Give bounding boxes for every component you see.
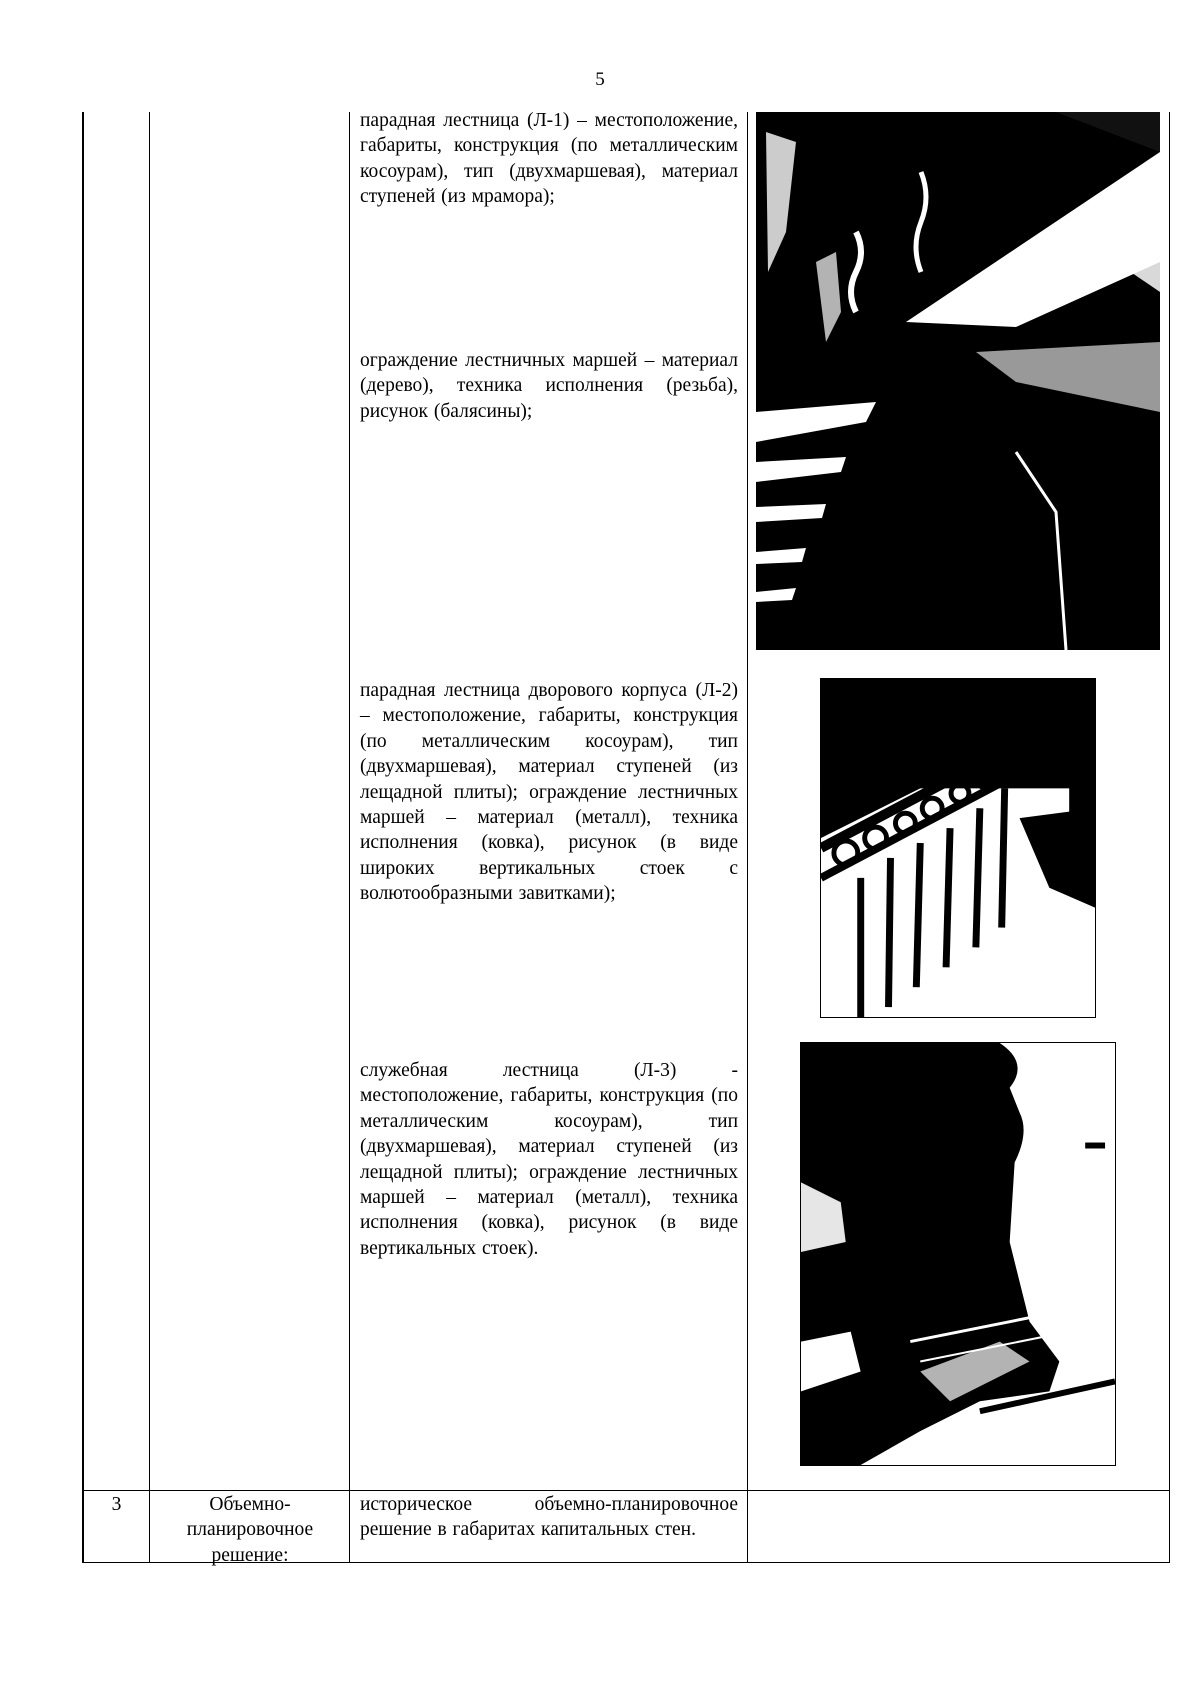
column-divider <box>149 112 150 1562</box>
photo-stair-l3 <box>800 1042 1116 1466</box>
photo-stair-l2-image <box>821 679 1095 1017</box>
item-stair-l1: парадная лестница (Л-1) – местоположение, габариты, конструкция (по металлическим косоурам), тип (двухмаршевая), материал ступеней (из мрамора); <box>360 110 738 208</box>
row3-description: историческое объемно-планировочное решение в габаритах капитальных стен. <box>360 1494 738 1541</box>
row3-name: Объемно-планировочное решение: <box>186 1494 314 1566</box>
photo-stair-l2 <box>820 678 1096 1018</box>
photo-stair-l1 <box>756 112 1160 650</box>
photo-stair-l3-image <box>801 1043 1115 1465</box>
row-divider <box>84 1490 1169 1491</box>
column-divider <box>349 112 350 1562</box>
item-stair-l3: служебная лестница (Л-3) - местоположение, габариты, конструкция (по металлическим косоурам), тип (двухмаршевая), материал ступеней (из лещадной плиты); ограждение лестничных маршей – материал (металл), техника исполнения (ковка), рисунок (в виде вертикальных стоек). <box>360 1060 738 1259</box>
item-stair-l1-railing: ограждение лестничных маршей – материал (дерево), техника исполнения (резьба), рисунок (балясины); <box>360 350 738 422</box>
photo-stair-l1-image <box>756 112 1160 650</box>
row3-number: 3 <box>111 1494 122 1515</box>
protection-table <box>82 110 1170 1566</box>
page-number: 5 <box>595 69 605 90</box>
column-divider <box>747 112 748 1562</box>
item-stair-l2: парадная лестница дворового корпуса (Л-2) – местоположение, габариты, конструкция (по металлическим косоурам), тип (двухмаршевая), материал ступеней (из лещадной плиты); ограждение лестничных маршей – материал (металл), техника исполнения (ковка), рисунок (в виде широких вертикальных стоек с волютообразными завитками); <box>360 680 738 905</box>
